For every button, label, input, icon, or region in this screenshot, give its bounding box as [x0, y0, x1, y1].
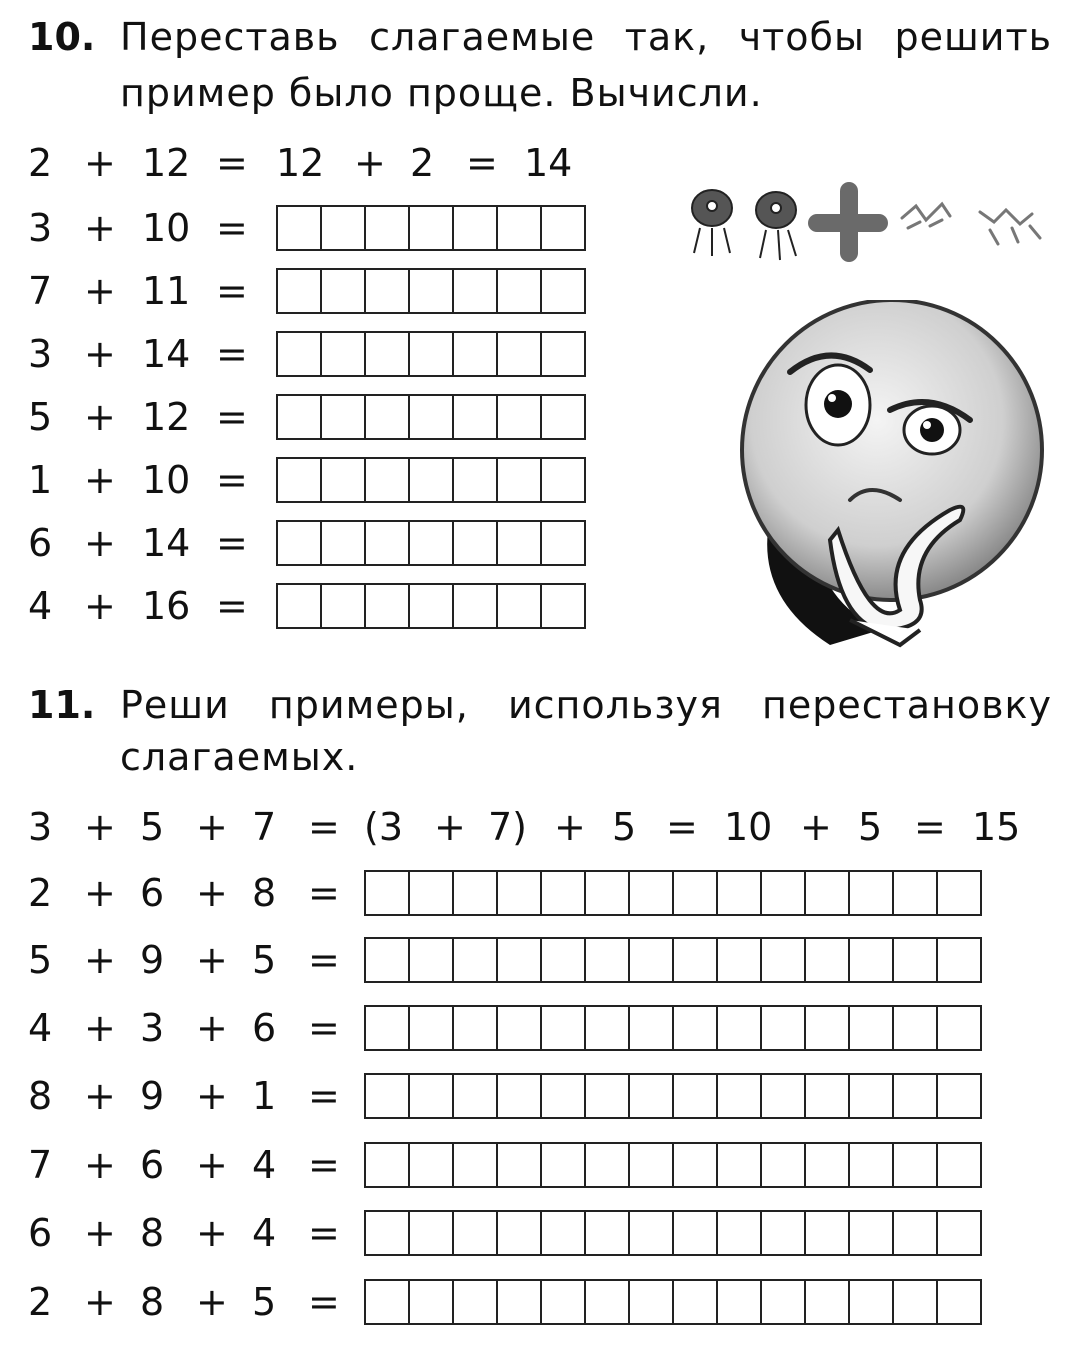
answer-cell[interactable] — [278, 207, 322, 249]
equals-sign: = — [308, 938, 340, 982]
answer-cell[interactable] — [366, 1075, 410, 1117]
answer-cell[interactable] — [850, 872, 894, 914]
answer-cell[interactable] — [542, 1212, 586, 1254]
addend: 4 — [28, 1006, 53, 1050]
plus-sign: + — [84, 395, 116, 439]
answer-cell[interactable] — [366, 585, 410, 627]
task-11-row — [28, 935, 988, 985]
addend: 5 — [252, 1280, 277, 1324]
answer-cell[interactable] — [498, 1144, 542, 1186]
answer-cell[interactable] — [894, 872, 938, 914]
answer-grid[interactable] — [276, 205, 586, 251]
answer-cell[interactable] — [278, 270, 322, 312]
example-token: 7 — [252, 805, 277, 849]
answer-cell[interactable] — [894, 1212, 938, 1254]
answer-cell[interactable] — [410, 1007, 454, 1049]
addend: 6 — [28, 521, 53, 565]
answer-cell[interactable] — [718, 1007, 762, 1049]
plus-sign: + — [196, 1074, 228, 1118]
example-token: 12 — [142, 141, 191, 185]
answer-cell[interactable] — [542, 585, 586, 627]
addend: 11 — [142, 269, 191, 313]
answer-cell[interactable] — [806, 939, 850, 981]
answer-cell[interactable] — [322, 459, 366, 501]
answer-cell[interactable] — [498, 333, 542, 375]
task-10-text-line2: пример было проще. Вычисли. — [120, 71, 763, 115]
answer-cell[interactable] — [630, 1212, 674, 1254]
answer-cell[interactable] — [762, 1144, 806, 1186]
plus-sign: + — [84, 521, 116, 565]
addend: 2 — [28, 1280, 53, 1324]
answer-cell[interactable] — [498, 939, 542, 981]
answer-grid[interactable] — [276, 520, 586, 566]
equals-sign: = — [216, 458, 248, 502]
answer-cell[interactable] — [278, 585, 322, 627]
answer-cell[interactable] — [366, 459, 410, 501]
answer-cell[interactable] — [718, 1212, 762, 1254]
addend: 9 — [140, 1074, 165, 1118]
answer-cell[interactable] — [410, 270, 454, 312]
example-token: + — [354, 141, 386, 185]
addend: 7 — [28, 269, 53, 313]
answer-cell[interactable] — [410, 333, 454, 375]
answer-cell[interactable] — [718, 872, 762, 914]
example-token: + — [84, 141, 116, 185]
task-11-row — [28, 1003, 988, 1053]
answer-cell[interactable] — [454, 939, 498, 981]
equals-sign: = — [216, 332, 248, 376]
plus-sign: + — [84, 871, 116, 915]
answer-cell[interactable] — [674, 939, 718, 981]
bugs-plus-icon — [680, 168, 1050, 268]
addend: 9 — [140, 938, 165, 982]
example-token: = — [666, 805, 698, 849]
plus-sign: + — [196, 938, 228, 982]
answer-grid[interactable] — [364, 1210, 982, 1256]
answer-cell[interactable] — [498, 522, 542, 564]
addend: 4 — [28, 584, 53, 628]
answer-cell[interactable] — [366, 939, 410, 981]
answer-cell[interactable] — [410, 939, 454, 981]
answer-cell[interactable] — [366, 522, 410, 564]
answer-cell[interactable] — [586, 939, 630, 981]
example-token: = — [308, 805, 340, 849]
addend: 4 — [252, 1211, 277, 1255]
equals-sign: = — [216, 584, 248, 628]
answer-grid[interactable] — [276, 394, 586, 440]
answer-cell[interactable] — [410, 1144, 454, 1186]
plus-sign: + — [84, 332, 116, 376]
answer-cell[interactable] — [938, 1281, 982, 1323]
answer-cell[interactable] — [850, 1212, 894, 1254]
addend: 8 — [140, 1211, 165, 1255]
plus-sign: + — [84, 1280, 116, 1324]
task-11-example — [28, 802, 1048, 852]
addend: 2 — [28, 871, 53, 915]
answer-cell[interactable] — [850, 1281, 894, 1323]
addend: 7 — [28, 1143, 53, 1187]
answer-cell[interactable] — [674, 1144, 718, 1186]
task-11-row — [28, 1071, 988, 1121]
answer-cell[interactable] — [542, 872, 586, 914]
answer-cell[interactable] — [454, 1144, 498, 1186]
answer-cell[interactable] — [894, 1144, 938, 1186]
answer-cell[interactable] — [498, 270, 542, 312]
answer-cell[interactable] — [630, 872, 674, 914]
task-10-number: 10. — [28, 15, 96, 59]
example-token: 2 — [410, 141, 435, 185]
answer-cell[interactable] — [454, 270, 498, 312]
addend: 3 — [140, 1006, 165, 1050]
answer-cell[interactable] — [586, 1075, 630, 1117]
equals-sign: = — [308, 1280, 340, 1324]
answer-cell[interactable] — [410, 207, 454, 249]
answer-cell[interactable] — [542, 396, 586, 438]
task-10-row — [28, 455, 588, 505]
plus-sign: + — [84, 584, 116, 628]
addend: 6 — [28, 1211, 53, 1255]
equals-sign: = — [308, 1006, 340, 1050]
answer-cell[interactable] — [410, 1281, 454, 1323]
answer-cell[interactable] — [322, 270, 366, 312]
answer-cell[interactable] — [498, 1007, 542, 1049]
example-token: = — [216, 141, 248, 185]
answer-cell[interactable] — [454, 1212, 498, 1254]
answer-cell[interactable] — [410, 1212, 454, 1254]
answer-cell[interactable] — [498, 585, 542, 627]
plus-sign: + — [196, 1280, 228, 1324]
equals-sign: = — [308, 1143, 340, 1187]
answer-cell[interactable] — [630, 1281, 674, 1323]
addend: 8 — [252, 871, 277, 915]
answer-cell[interactable] — [410, 1075, 454, 1117]
equals-sign: = — [308, 1074, 340, 1118]
equals-sign: = — [216, 395, 248, 439]
addend: 5 — [28, 395, 53, 439]
example-token: = — [914, 805, 946, 849]
equals-sign: = — [308, 1211, 340, 1255]
addend: 3 — [28, 206, 53, 250]
plus-sign: + — [196, 1143, 228, 1187]
answer-cell[interactable] — [454, 585, 498, 627]
answer-cell[interactable] — [762, 1075, 806, 1117]
answer-cell[interactable] — [366, 270, 410, 312]
answer-grid[interactable] — [276, 457, 586, 503]
example-token: 5 — [858, 805, 883, 849]
answer-cell[interactable] — [762, 872, 806, 914]
answer-cell[interactable] — [498, 396, 542, 438]
answer-cell[interactable] — [586, 1281, 630, 1323]
example-token: + — [554, 805, 586, 849]
answer-cell[interactable] — [542, 459, 586, 501]
equals-sign: = — [308, 871, 340, 915]
answer-cell[interactable] — [366, 1007, 410, 1049]
addend: 1 — [252, 1074, 277, 1118]
plus-sign: + — [84, 458, 116, 502]
answer-cell[interactable] — [718, 1281, 762, 1323]
answer-cell[interactable] — [674, 1212, 718, 1254]
answer-cell[interactable] — [454, 1281, 498, 1323]
answer-cell[interactable] — [630, 939, 674, 981]
answer-grid[interactable] — [364, 1073, 982, 1119]
answer-cell[interactable] — [410, 872, 454, 914]
answer-cell[interactable] — [894, 939, 938, 981]
answer-cell[interactable] — [410, 585, 454, 627]
addend: 6 — [140, 1143, 165, 1187]
answer-cell[interactable] — [542, 1007, 586, 1049]
answer-cell[interactable] — [850, 1075, 894, 1117]
example-token: = — [466, 141, 498, 185]
plus-sign: + — [84, 1074, 116, 1118]
task-10-row — [28, 329, 588, 379]
task-10-text-line1: Переставь слагаемые так, чтобы решить — [120, 15, 1052, 59]
example-token: + — [434, 805, 466, 849]
example-token: (3 — [364, 805, 404, 849]
task-11-heading — [28, 674, 1052, 794]
answer-cell[interactable] — [542, 522, 586, 564]
answer-cell[interactable] — [542, 333, 586, 375]
answer-cell[interactable] — [278, 522, 322, 564]
answer-cell[interactable] — [542, 939, 586, 981]
answer-cell[interactable] — [806, 1281, 850, 1323]
task-10-heading — [28, 6, 1052, 130]
addend: 8 — [28, 1074, 53, 1118]
answer-cell[interactable] — [542, 1144, 586, 1186]
addend: 14 — [142, 332, 191, 376]
thinking-smiley-icon — [720, 300, 1050, 660]
plus-sign: + — [196, 871, 228, 915]
equals-sign: = — [216, 206, 248, 250]
answer-cell[interactable] — [454, 872, 498, 914]
answer-cell[interactable] — [762, 1281, 806, 1323]
task-10-row — [28, 266, 588, 316]
equals-sign: = — [216, 269, 248, 313]
answer-cell[interactable] — [806, 1075, 850, 1117]
plus-sign: + — [196, 1006, 228, 1050]
answer-cell[interactable] — [366, 1144, 410, 1186]
answer-cell[interactable] — [674, 1007, 718, 1049]
answer-cell[interactable] — [278, 459, 322, 501]
answer-cell[interactable] — [366, 396, 410, 438]
answer-grid[interactable] — [276, 583, 586, 629]
answer-cell[interactable] — [542, 270, 586, 312]
answer-cell[interactable] — [366, 333, 410, 375]
task-11-row — [28, 1277, 988, 1327]
answer-cell[interactable] — [762, 1007, 806, 1049]
answer-cell[interactable] — [894, 1007, 938, 1049]
example-token: + — [196, 805, 228, 849]
example-token: 3 — [28, 805, 53, 849]
addend: 14 — [142, 521, 191, 565]
addend: 3 — [28, 332, 53, 376]
plus-sign: + — [84, 1143, 116, 1187]
answer-cell[interactable] — [630, 1007, 674, 1049]
task-10-row — [28, 203, 588, 253]
answer-cell[interactable] — [718, 939, 762, 981]
example-token: 5 — [612, 805, 637, 849]
task-11-row — [28, 1208, 988, 1258]
answer-cell[interactable] — [938, 1075, 982, 1117]
answer-cell[interactable] — [322, 396, 366, 438]
answer-cell[interactable] — [322, 522, 366, 564]
answer-cell[interactable] — [542, 1075, 586, 1117]
answer-cell[interactable] — [498, 1212, 542, 1254]
answer-cell[interactable] — [586, 1212, 630, 1254]
answer-cell[interactable] — [894, 1281, 938, 1323]
task-11-row — [28, 1140, 988, 1190]
task-10-example — [28, 138, 628, 188]
answer-cell[interactable] — [586, 1007, 630, 1049]
answer-cell[interactable] — [498, 459, 542, 501]
answer-cell[interactable] — [454, 396, 498, 438]
answer-cell[interactable] — [718, 1075, 762, 1117]
example-token: 10 — [724, 805, 773, 849]
task-10-row — [28, 581, 588, 631]
plus-sign: + — [84, 269, 116, 313]
plus-sign: + — [84, 206, 116, 250]
answer-grid[interactable] — [364, 937, 982, 983]
plus-sign: + — [84, 1006, 116, 1050]
answer-grid[interactable] — [364, 1005, 982, 1051]
answer-cell[interactable] — [938, 872, 982, 914]
answer-cell[interactable] — [894, 1075, 938, 1117]
answer-cell[interactable] — [586, 1144, 630, 1186]
answer-cell[interactable] — [938, 1144, 982, 1186]
answer-cell[interactable] — [762, 1212, 806, 1254]
answer-cell[interactable] — [586, 872, 630, 914]
answer-cell[interactable] — [278, 396, 322, 438]
answer-cell[interactable] — [498, 207, 542, 249]
task-11-row — [28, 868, 988, 918]
example-token: 5 — [140, 805, 165, 849]
answer-cell[interactable] — [322, 585, 366, 627]
addend: 5 — [28, 938, 53, 982]
answer-cell[interactable] — [718, 1144, 762, 1186]
addend: 10 — [142, 458, 191, 502]
answer-cell[interactable] — [806, 872, 850, 914]
plus-sign: + — [84, 1211, 116, 1255]
example-token: 12 — [276, 141, 325, 185]
example-token: + — [800, 805, 832, 849]
addend: 12 — [142, 395, 191, 439]
addend: 5 — [252, 938, 277, 982]
answer-cell[interactable] — [410, 396, 454, 438]
answer-cell[interactable] — [278, 333, 322, 375]
addend: 6 — [140, 871, 165, 915]
addend: 4 — [252, 1143, 277, 1187]
answer-cell[interactable] — [542, 1281, 586, 1323]
answer-cell[interactable] — [410, 459, 454, 501]
example-token: 15 — [972, 805, 1021, 849]
example-token: 14 — [524, 141, 573, 185]
answer-grid[interactable] — [276, 268, 586, 314]
answer-cell[interactable] — [498, 1075, 542, 1117]
answer-grid[interactable] — [276, 331, 586, 377]
answer-cell[interactable] — [630, 1144, 674, 1186]
answer-cell[interactable] — [454, 522, 498, 564]
answer-grid[interactable] — [364, 870, 982, 916]
answer-cell[interactable] — [806, 1007, 850, 1049]
answer-cell[interactable] — [366, 1281, 410, 1323]
answer-cell[interactable] — [938, 939, 982, 981]
answer-cell[interactable] — [806, 1212, 850, 1254]
answer-cell[interactable] — [366, 1212, 410, 1254]
answer-cell[interactable] — [454, 207, 498, 249]
answer-cell[interactable] — [322, 333, 366, 375]
answer-cell[interactable] — [630, 1075, 674, 1117]
addend: 10 — [142, 206, 191, 250]
answer-cell[interactable] — [850, 1007, 894, 1049]
plus-sign: + — [196, 1211, 228, 1255]
answer-cell[interactable] — [498, 1281, 542, 1323]
answer-cell[interactable] — [454, 333, 498, 375]
answer-grid[interactable] — [364, 1279, 982, 1325]
answer-cell[interactable] — [454, 1007, 498, 1049]
addend: 6 — [252, 1006, 277, 1050]
task-10-row — [28, 392, 588, 442]
answer-cell[interactable] — [674, 1281, 718, 1323]
answer-cell[interactable] — [454, 459, 498, 501]
answer-cell[interactable] — [938, 1212, 982, 1254]
answer-cell[interactable] — [938, 1007, 982, 1049]
example-token: 2 — [28, 141, 53, 185]
answer-cell[interactable] — [850, 1144, 894, 1186]
plus-sign: + — [84, 938, 116, 982]
example-token: 7) — [488, 805, 528, 849]
task-11-text-line1: Реши примеры, используя перестановку — [120, 683, 1052, 727]
answer-cell[interactable] — [850, 939, 894, 981]
answer-cell[interactable] — [542, 207, 586, 249]
answer-cell[interactable] — [322, 207, 366, 249]
answer-cell[interactable] — [674, 1075, 718, 1117]
answer-cell[interactable] — [498, 872, 542, 914]
answer-cell[interactable] — [674, 872, 718, 914]
answer-cell[interactable] — [762, 939, 806, 981]
task-11-text-line2: слагаемых. — [120, 735, 359, 779]
answer-grid[interactable] — [364, 1142, 982, 1188]
answer-cell[interactable] — [806, 1144, 850, 1186]
example-token: + — [84, 805, 116, 849]
task-10-row — [28, 518, 588, 568]
answer-cell[interactable] — [410, 522, 454, 564]
answer-cell[interactable] — [366, 207, 410, 249]
addend: 8 — [140, 1280, 165, 1324]
answer-cell[interactable] — [454, 1075, 498, 1117]
task-11-number: 11. — [28, 683, 96, 727]
addend: 1 — [28, 458, 53, 502]
equals-sign: = — [216, 521, 248, 565]
addend: 16 — [142, 584, 191, 628]
answer-cell[interactable] — [366, 872, 410, 914]
